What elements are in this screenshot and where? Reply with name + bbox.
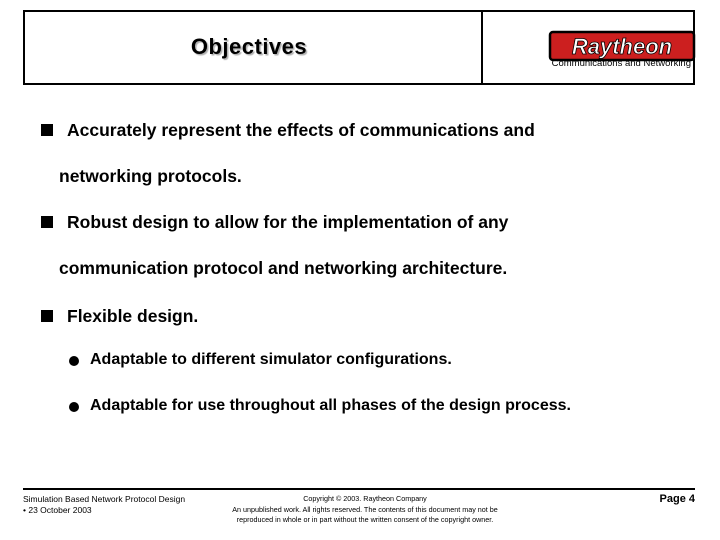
footer-presentation-info xyxy=(23,494,185,516)
square-bullet-icon xyxy=(41,310,53,322)
footer-presentation-title: Simulation Based Network Protocol Design xyxy=(23,494,186,504)
square-bullet-icon xyxy=(41,216,53,228)
copyright-line-3: reproduced in whole or in part without the written consent of the copyright owner. xyxy=(236,515,494,524)
slide-header xyxy=(23,10,695,85)
header-divider xyxy=(481,12,483,83)
svg-text:Raytheon: Raytheon xyxy=(571,34,673,59)
bullet-3 xyxy=(41,306,198,326)
round-bullet-icon xyxy=(69,402,79,412)
bullet-1-continuation: networking protocols. xyxy=(59,166,242,186)
footer-copyright xyxy=(200,494,530,526)
sub-bullet-1 xyxy=(69,350,452,370)
sub-bullet-2 xyxy=(69,396,571,416)
footer-date: • 23 October 2003 xyxy=(23,505,92,515)
copyright-line-1: Copyright © 2003. Raytheon Company xyxy=(303,494,427,503)
bullet-2 xyxy=(41,212,508,232)
footer-divider xyxy=(23,488,695,490)
sub-bullet-2-text: Adaptable for use throughout all phases of the design process. xyxy=(90,397,571,414)
round-bullet-icon xyxy=(69,356,79,366)
copyright-line-2: An unpublished work. All rights reserved. The contents of this document may not be xyxy=(232,504,498,514)
bullet-1-text: Accurately represent the effects of communications and xyxy=(67,120,535,140)
page-title: Objectives xyxy=(190,34,308,59)
bullet-1 xyxy=(41,120,535,140)
page-number: Page 4 xyxy=(659,493,695,505)
bullet-3-text: Flexible design. xyxy=(67,306,199,326)
division-label: Communications and Networking xyxy=(551,58,691,69)
sub-bullet-1-text: Adaptable to different simulator configurations. xyxy=(90,351,452,368)
bullet-2-continuation: communication protocol and networking architecture. xyxy=(59,258,508,278)
bullet-2-text: Robust design to allow for the implementation of any xyxy=(67,212,509,232)
square-bullet-icon xyxy=(41,124,53,136)
